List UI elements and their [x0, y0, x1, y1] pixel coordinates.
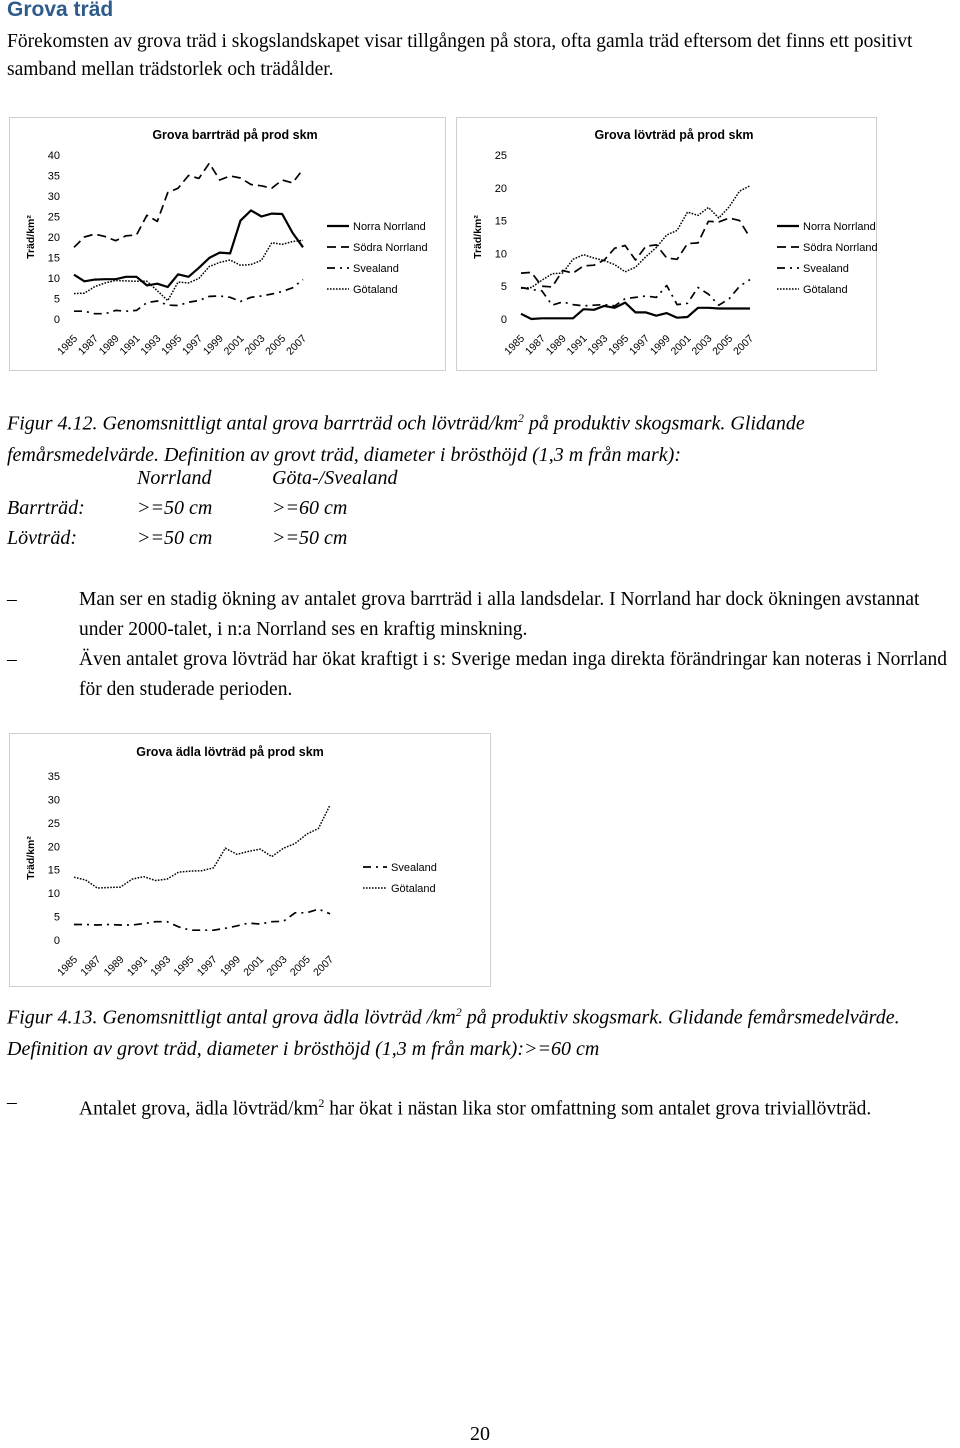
- y-tick-label: 10: [47, 273, 60, 285]
- y-tick-label: 5: [53, 293, 60, 306]
- x-tick-label: 1993: [148, 953, 174, 979]
- caption-4-12-rest: på produktiv skogsmark. Glidande femårsmedelvärde. Definition av grovt träd, diameter i brösthöjd (1,3 m från mark):: [7, 412, 805, 466]
- x-tick-label: 1997: [180, 332, 206, 358]
- x-tick-label: 1989: [543, 332, 569, 358]
- caption-4-12-sup: 2: [517, 411, 524, 425]
- x-tick-label: 2001: [221, 332, 247, 358]
- x-tick-label: 2007: [311, 953, 337, 979]
- x-tick-label: 2005: [710, 332, 736, 358]
- bullet-dash: –: [7, 1092, 17, 1113]
- caption-4-12-label: Figur 4.12. Genomsnittligt antal grova barrträd och lövträd/km: [7, 412, 518, 435]
- legend-label: Norra Norrland: [353, 221, 426, 233]
- y-tick-label: 15: [494, 215, 507, 228]
- y-tick-label: 0: [53, 314, 60, 326]
- y-tick-label: 25: [47, 211, 60, 224]
- page-number: 20: [470, 1423, 490, 1445]
- definition-row-lov-gota: >=50 cm: [272, 527, 348, 549]
- series-line-g-taland: [74, 805, 330, 888]
- definition-header-norrland: Norrland: [137, 467, 212, 489]
- bullet-text-part: har ökat i nästan lika stor omfattning som antalet grova triviallövträd.: [324, 1098, 872, 1120]
- y-tick-label: 35: [47, 771, 60, 783]
- x-tick-label: 2001: [668, 332, 694, 358]
- x-tick-label: 1999: [200, 332, 226, 358]
- legend-label: Svealand: [391, 862, 437, 874]
- y-tick-label: 25: [47, 817, 60, 830]
- x-tick-label: 1991: [124, 953, 150, 979]
- bullet-dash: –: [7, 649, 17, 670]
- x-tick-label: 1985: [55, 332, 81, 358]
- x-tick-label: 1993: [138, 332, 164, 358]
- x-tick-label: 2003: [264, 953, 290, 979]
- x-tick-label: 1989: [96, 332, 122, 358]
- bullet-text: [79, 1088, 960, 1125]
- intro-paragraph: Förekomsten av grova träd i skogslandskapet visar tillgången på stora, ofta gamla träd eftersom det finns ett positivt samband mellan trädstorlek och trädålder.: [7, 31, 913, 80]
- y-tick-label: 15: [47, 252, 60, 265]
- chart-grova-barrtrad: [9, 117, 446, 371]
- y-tick-label: 10: [494, 248, 507, 261]
- x-tick-label: 1991: [117, 332, 143, 358]
- series-line-s-dra-norrland: [74, 163, 303, 247]
- chart-grova-adla-lovtrad: [9, 733, 491, 987]
- x-tick-label: 2003: [689, 332, 715, 358]
- y-tick-label: 5: [53, 911, 60, 924]
- y-tick-label: 20: [47, 841, 60, 854]
- chart-title: Grova lövträd på prod skm: [594, 128, 754, 142]
- y-axis-title: Träd/km²: [25, 836, 37, 880]
- definition-header-gota: Göta-/Svealand: [272, 467, 398, 489]
- y-tick-label: 40: [47, 150, 60, 162]
- definition-row-lov-norrland: >=50 cm: [137, 527, 213, 549]
- definition-row-lov-label: Lövträd:: [7, 527, 77, 549]
- caption-4-13-sup: 2: [455, 1005, 462, 1019]
- x-tick-label: 1993: [585, 332, 611, 358]
- x-tick-label: 2005: [287, 953, 313, 979]
- series-line-svealand: [74, 909, 330, 930]
- y-tick-label: 30: [47, 794, 60, 807]
- x-tick-label: 1997: [627, 332, 653, 358]
- x-tick-label: 1985: [502, 332, 528, 358]
- legend-label: Norra Norrland: [803, 221, 876, 233]
- bullet-text: Man ser en stadig ökning av antalet grova barrträd i alla landsdelar. I Norrland har dock ökningen avstannat under 2000-talet, i n:a Norrland ses en kraftig minskning.: [79, 589, 920, 640]
- figure-caption-4-13: [7, 997, 957, 1065]
- section-heading: Grova träd: [7, 0, 114, 21]
- x-tick-label: 1987: [78, 953, 104, 979]
- series-line-svealand: [74, 280, 303, 314]
- series-line-g-taland: [521, 186, 750, 288]
- series-line-g-taland: [74, 240, 303, 300]
- legend-label: Götaland: [353, 284, 398, 296]
- x-tick-label: 1985: [55, 953, 81, 979]
- x-tick-label: 1987: [522, 332, 548, 358]
- legend-label: Södra Norrland: [803, 242, 878, 254]
- chart-title: Grova ädla lövträd på prod skm: [136, 745, 324, 759]
- y-tick-label: 35: [47, 170, 60, 183]
- y-tick-label: 5: [500, 281, 507, 294]
- y-tick-label: 0: [500, 314, 507, 326]
- x-tick-label: 1989: [101, 953, 127, 979]
- x-tick-label: 2001: [241, 953, 267, 979]
- y-tick-label: 20: [494, 182, 507, 195]
- x-tick-label: 1987: [75, 332, 101, 358]
- x-tick-label: 1997: [194, 953, 220, 979]
- chart-grova-barrtrad-svg: [10, 118, 445, 370]
- bullet-text-part: Antalet grova, ädla lövträd/km: [79, 1098, 319, 1120]
- bullet-text: Även antalet grova lövträd har ökat kraftigt i s: Sverige medan inga direkta förändringar kan noteras i Norrland för den studerade perioden.: [79, 649, 947, 700]
- x-tick-label: 1999: [218, 953, 244, 979]
- caption-4-13-rest: på produktiv skogsmark. Glidande femårsmedelvärde. Definition av grovt träd, diameter i brösthöjd (1,3 m från mark):>=60 cm: [7, 1006, 900, 1060]
- definition-row-barr-gota: >=60 cm: [272, 497, 348, 519]
- y-tick-label: 10: [47, 888, 60, 901]
- series-line-s-dra-norrland: [521, 218, 750, 287]
- chart-grova-adla-lovtrad-svg: [10, 734, 490, 986]
- x-tick-label: 1995: [171, 953, 197, 979]
- legend-label: Svealand: [353, 263, 399, 275]
- figure-caption-4-12: [7, 403, 957, 471]
- y-axis-title: Träd/km²: [25, 215, 37, 259]
- definition-row-barr-label: Barrträd:: [7, 497, 85, 519]
- x-tick-label: 1995: [606, 332, 632, 358]
- legend-label: Götaland: [803, 284, 848, 296]
- definition-row-barr-norrland: >=50 cm: [137, 497, 213, 519]
- chart-title: Grova barrträd på prod skm: [152, 128, 318, 142]
- x-tick-label: 2003: [242, 332, 268, 358]
- y-tick-label: 30: [47, 191, 60, 203]
- x-tick-label: 2005: [263, 332, 289, 358]
- series-line-svealand: [521, 280, 750, 306]
- y-tick-label: 15: [47, 864, 60, 877]
- caption-4-13-label: Figur 4.13. Genomsnittligt antal grova ädla lövträd /km: [7, 1006, 456, 1029]
- x-tick-label: 2007: [731, 332, 757, 358]
- x-tick-label: 1999: [647, 332, 673, 358]
- chart-grova-lovtrad-svg: [457, 118, 876, 370]
- x-tick-label: 2007: [284, 332, 310, 358]
- y-tick-label: 0: [53, 935, 60, 947]
- legend-label: Svealand: [803, 263, 849, 275]
- bullet-dash: –: [7, 589, 17, 610]
- y-tick-label: 20: [47, 232, 60, 244]
- y-tick-label: 25: [494, 150, 507, 162]
- x-tick-label: 1991: [564, 332, 590, 358]
- x-tick-label: 1995: [159, 332, 185, 358]
- legend-label: Södra Norrland: [353, 242, 428, 254]
- chart-grova-lovtrad: [456, 117, 877, 371]
- legend-label: Götaland: [391, 883, 436, 895]
- y-axis-title: Träd/km²: [472, 215, 484, 259]
- bullet-text-sup: 2: [318, 1096, 325, 1110]
